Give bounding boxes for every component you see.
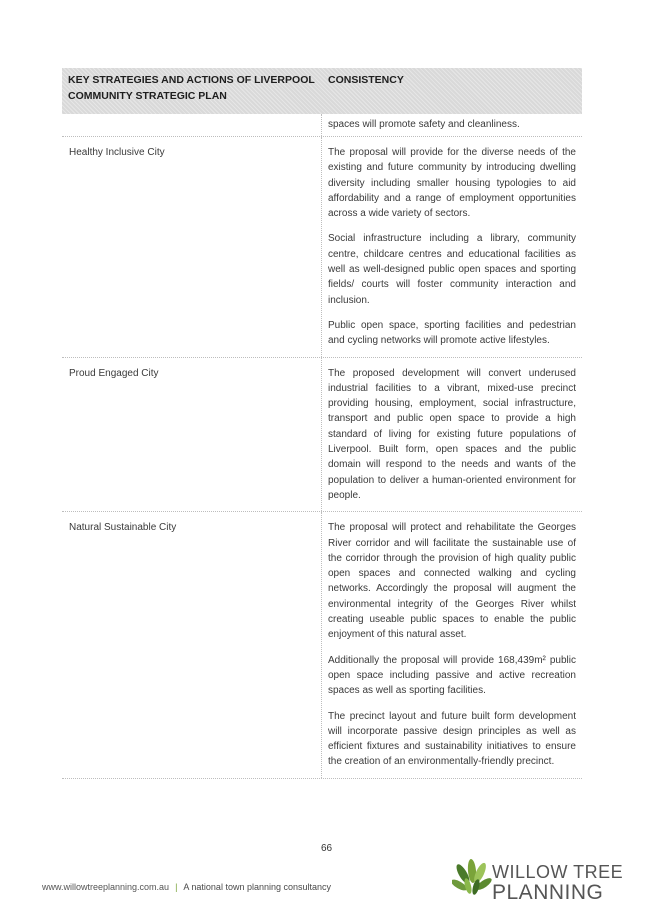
willow-tree-leaves-icon xyxy=(452,858,492,904)
logo-text-line2: PLANNING xyxy=(492,881,604,904)
continuation-text: spaces will promote safety and cleanliness. xyxy=(328,119,520,130)
table-row xyxy=(62,358,582,513)
header-consistency: CONSISTENCY xyxy=(328,74,404,86)
willow-tree-planning-logo xyxy=(452,858,632,904)
strategy-label: Natural Sustainable City xyxy=(69,522,177,534)
table-header xyxy=(62,68,582,114)
consistency-paragraph: The proposal will protect and rehabilitate the Georges River corridor and will facilitate the sustainable use of the corridor through the provision of high quality public open spaces and connected walking and cycling networks. Accordingly the proposal will augment the environmental integrity of the Georges River whilst creating useable public spaces to enable the public enjoyment of this natural asset. xyxy=(328,522,576,641)
strategy-consistency-table xyxy=(62,68,582,779)
consistency-paragraph: Additionally the proposal will provide 168,439m² public open space including passive and active recreation spaces as well as sporting facilities. xyxy=(328,654,576,697)
table-row-continuation xyxy=(62,114,582,137)
table-row xyxy=(62,512,582,778)
consistency-paragraph: Social infrastructure including a library, community centre, childcare centres and educational facilities as well as well-designed public open spaces and sporting fields/ courts will foster community interaction and inclusion. xyxy=(328,233,576,306)
consistency-paragraph: The proposal will provide for the diverse needs of the existing and future community by introducing dwelling diversity including smaller housing typologies to aid affordability and a range of employment opportunities across a wide variety of sectors. xyxy=(328,147,576,220)
table-row xyxy=(62,137,582,358)
footer-url[interactable]: www.willowtreeplanning.com.au xyxy=(42,882,170,892)
footer-text xyxy=(42,882,331,892)
consistency-paragraph: The proposed development will convert underused industrial facilities to a vibrant, mixed-use precinct providing housing, employment, social infrastructure, transport and public open space to provide a high standard of living for existing future populations of Liverpool. Built form, open spaces and the public domain will respond to the needs and wants of the population to deliver a human-oriented environment for people. xyxy=(328,367,576,501)
footer-tagline: A national town planning consultancy xyxy=(183,882,332,892)
consistency-paragraph: The precinct layout and future built form development will incorporate passive design principles as well as efficient fixtures and sustainability initiatives to ensure the creation of an environmentally-friendly precinct. xyxy=(328,710,576,768)
strategy-label: Proud Engaged City xyxy=(69,367,159,379)
strategy-label: Healthy Inclusive City xyxy=(69,147,165,158)
header-strategies: KEY STRATEGIES AND ACTIONS OF LIVERPOOL COMMUNITY STRATEGIC PLAN xyxy=(68,74,315,102)
page-number: 66 xyxy=(320,843,333,854)
logo-text-line1: WILLOW TREE xyxy=(492,862,624,882)
consistency-paragraph: Public open space, sporting facilities and pedestrian and cycling networks will promote active lifestyles. xyxy=(328,319,576,347)
footer-separator: | xyxy=(175,882,178,892)
